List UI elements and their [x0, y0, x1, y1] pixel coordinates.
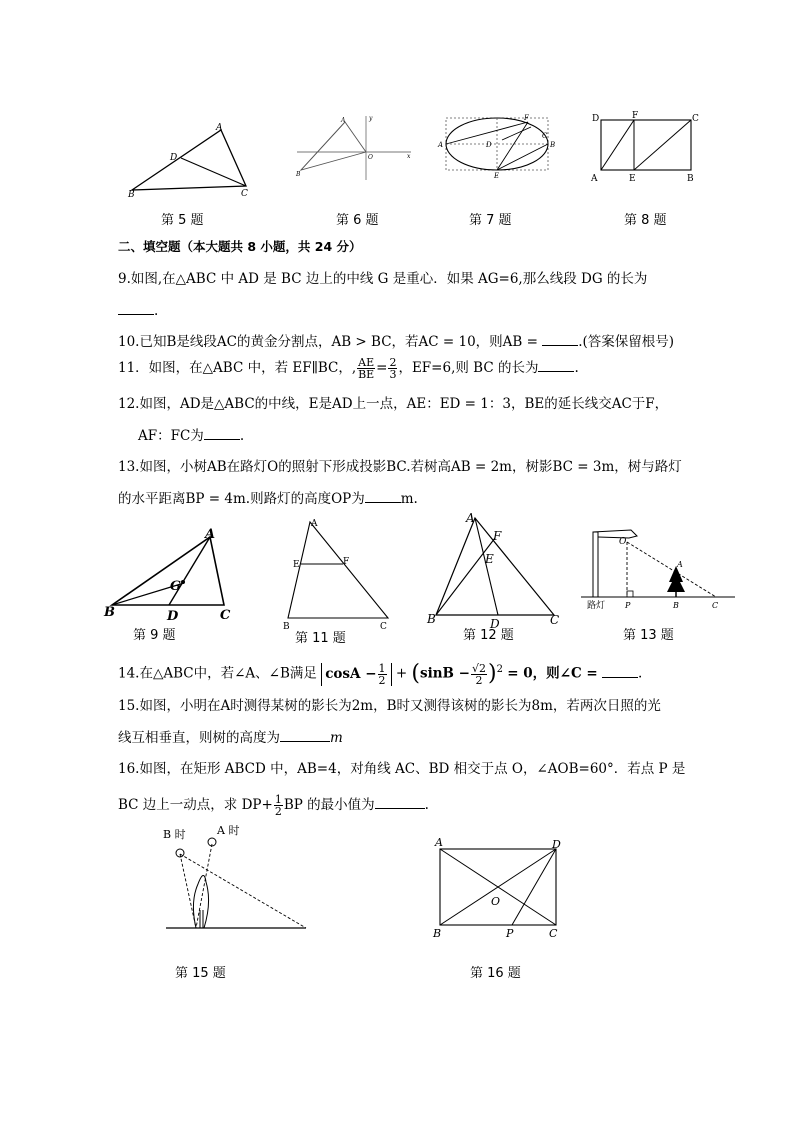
label-E: E	[629, 174, 636, 184]
question-10: 10.已知B是线段AC的黄金分割点，AB > BC，若AC = 10，则AB = .(答案保留根号)	[118, 331, 674, 352]
question-14: 14.在△ABC中，若∠A、∠B满足 cosA − $\frac{1}{2}$ + (sinB − $\frac{√2}{2}$ )$^2$ = 0，则∠C = .	[118, 661, 643, 687]
label-A: A	[591, 174, 598, 184]
label-G: G	[170, 579, 182, 594]
label-B: B	[687, 174, 694, 184]
label-A: A	[677, 560, 683, 569]
label-x: x	[407, 153, 411, 160]
figure-6	[293, 112, 418, 184]
label-E: E	[293, 560, 300, 570]
label-C: C	[241, 189, 248, 199]
section-title: 二、填空题（本大题共 8 小题，共 24 分）	[118, 239, 362, 254]
figure-11	[280, 514, 395, 632]
question-11: 11．如图，在△ABC 中，若 EF∥BC，, $\frac{AE}{BE}$ = $\frac{2}{3}$ ，EF=6,则 BC 的长为 .	[118, 356, 579, 381]
figure-16	[432, 836, 566, 940]
label-O: O	[619, 537, 627, 547]
label-E: E	[485, 552, 494, 566]
label-C: C	[712, 601, 719, 610]
label-O: O	[368, 154, 373, 161]
question-12-line2: AF：FC为 .	[138, 425, 244, 446]
label-B: B	[673, 601, 679, 610]
label-F: F	[524, 114, 529, 122]
label-A: A	[205, 527, 216, 542]
label-y: y	[369, 115, 373, 122]
label-A: A	[466, 511, 475, 525]
label-D: D	[592, 114, 600, 124]
label-E: E	[494, 172, 500, 180]
caption-fig5: 第 5 题	[161, 213, 204, 228]
label-O: O	[491, 895, 501, 908]
label-C: C	[550, 613, 560, 627]
label-D: D	[490, 617, 500, 631]
caption-fig11: 第 11 题	[295, 631, 346, 646]
caption-fig12: 第 12 题	[463, 628, 514, 643]
label-C: C	[692, 114, 699, 124]
label-F: F	[493, 529, 502, 543]
label-B: B	[296, 171, 301, 178]
question-9-answer: .	[118, 300, 158, 321]
question-16: 16.如图，在矩形 ABCD 中，AB=4，对角线 AC、BD 相交于点 O，∠AOB=60°．若点 P 是	[118, 761, 686, 777]
label-B-time: B 时	[163, 828, 186, 841]
label-F: F	[632, 111, 639, 121]
label-P: P	[506, 927, 514, 940]
figure-15	[160, 822, 312, 934]
label-A: A	[311, 519, 318, 529]
label-P: P	[625, 601, 631, 610]
caption-fig15: 第 15 题	[175, 966, 226, 981]
caption-fig8: 第 8 题	[624, 213, 667, 228]
label-B: B	[104, 605, 115, 620]
label-D: D	[486, 141, 492, 149]
question-15: 15.如图，小明在A时测得某树的影长为2m，B时又测得该树的影长为8m，若两次日照的光	[118, 698, 661, 714]
label-B: B	[283, 622, 290, 632]
label-A: A	[216, 123, 223, 133]
label-D: D	[170, 153, 178, 163]
caption-fig9: 第 9 题	[133, 628, 176, 643]
label-B: B	[427, 612, 436, 626]
label-B: B	[433, 927, 442, 940]
caption-fig7: 第 7 题	[469, 213, 512, 228]
question-9: 9.如图,在△ABC 中 AD 是 BC 边上的中线 G 是重心．如果 AG=6,那么线段 DG 的长为	[118, 271, 648, 287]
label-F: F	[343, 557, 350, 567]
label-B: B	[550, 141, 556, 149]
figure-9	[104, 527, 244, 627]
question-12: 12.如图，AD是△ABC的中线，E是AD上一点，AE：ED = 1：3，BE的延长线交AC于F，	[118, 396, 669, 412]
label-D: D	[167, 609, 179, 624]
figure-5	[124, 120, 254, 200]
caption-fig13: 第 13 题	[623, 628, 674, 643]
question-13: 13.如图，小树AB在路灯O的照射下形成投影BC.若树高AB = 2m，树影BC = 3m，树与路灯	[118, 459, 682, 475]
question-15-line2: 线互相垂直，则树的高度为 m	[118, 727, 343, 748]
figure-12	[426, 510, 566, 631]
label-A: A	[438, 141, 444, 149]
label-C: C	[542, 132, 548, 140]
caption-fig6: 第 6 题	[336, 213, 379, 228]
label-A-time: A 时	[217, 824, 240, 837]
label-D: D	[552, 838, 561, 851]
label-A: A	[435, 836, 443, 849]
caption-fig16: 第 16 题	[470, 966, 521, 981]
label-streetlight: 路灯	[587, 601, 606, 611]
label-C: C	[549, 927, 558, 940]
figure-13	[579, 524, 737, 614]
figure-8	[586, 110, 704, 186]
label-C: C	[220, 608, 231, 623]
question-16-line2: BC 边上一动点，求 DP+ $\frac{1}{2}$ BP 的最小值为 .	[118, 793, 429, 818]
figure-7	[436, 112, 558, 178]
label-A: A	[341, 117, 346, 124]
label-C: C	[380, 622, 387, 632]
label-B: B	[128, 190, 135, 200]
question-13-line2: 的水平距离BP = 4m.则路灯的高度OP为 m.	[118, 488, 418, 509]
